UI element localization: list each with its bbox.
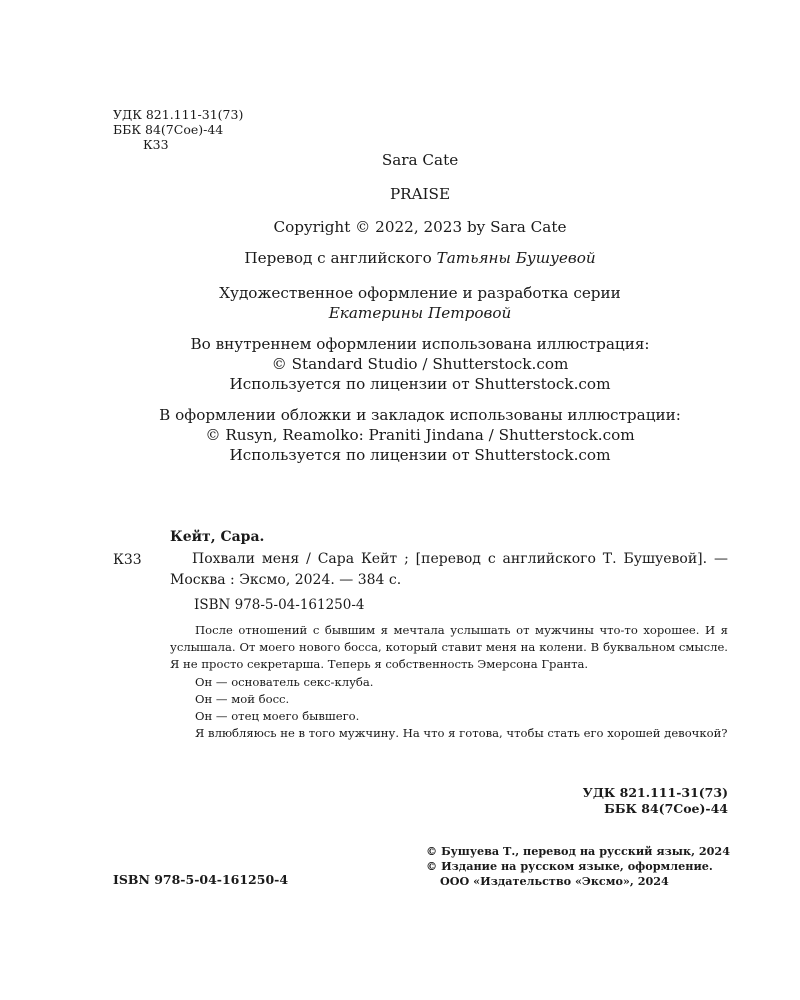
card-isbn: ISBN 978-5-04-161250-4 (194, 597, 365, 613)
annotation-paragraph: После отношений с бывшим я мечтала услышать от мужчины что-то хорошее. И я услышала. От моего нового босса, который ставит меня на колени. В буквальном смысле. Я не просто секретарша. Теперь я собственность Эмерсона Гранта. (170, 623, 728, 672)
cover-illustration-line1: В оформлении обложки и закладок использованы иллюстрации: (159, 406, 681, 424)
inner-illustration-line2: © Standard Studio / Shutterstock.com (271, 355, 569, 373)
bottom-udc: УДК 821.111-31(73) (582, 785, 728, 800)
original-author: Sara Cate (381, 151, 459, 169)
inner-illustration-credit (110, 334, 730, 394)
card-entry: Похвали меня / Сара Кейт ; [перевод с английского Т. Бушуевой]. — Москва : Эксмо, 2024. — 384 с. (170, 551, 728, 588)
publisher-copyright: ООО «Издательство «Эксмо», 2024 (440, 874, 669, 888)
design-credit (110, 283, 730, 323)
card-code: К33 (113, 552, 142, 568)
translation-prefix: Перевод с английского (244, 249, 437, 267)
annotation-paragraph: Он — отец моего бывшего. (195, 709, 360, 724)
annotation-paragraph: Он — основатель секс-клуба. (195, 674, 374, 689)
inner-illustration-line1: Во внутреннем оформлении использована иллюстрация: (190, 335, 650, 353)
translation-credit (110, 249, 730, 267)
annotation-paragraph: Я влюбляюсь не в того мужчину. На что я готова, чтобы стать его хорошей девочкой? (195, 726, 728, 741)
udc-code: УДК 821.111-31(73) (113, 107, 244, 122)
annotation-paragraph: Он — мой босс. (195, 691, 290, 706)
annotation (170, 622, 728, 742)
inner-illustration-line3: Используется по лицензии от Shutterstock.com (229, 375, 611, 393)
designer-name: Екатерины Петровой (328, 304, 512, 322)
cover-illustration-credit (110, 405, 730, 465)
copyright-edition: © Издание на русском языке, оформление. (426, 859, 713, 873)
author-mark: К33 (143, 137, 169, 152)
design-line: Художественное оформление и разработка серии (219, 284, 621, 302)
bottom-bbk: ББК 84(7Сое)-44 (604, 801, 728, 816)
bottom-classification (583, 785, 728, 817)
copyright-line: Copyright © 2022, 2023 by Sara Cate (273, 218, 567, 236)
translator-name: Татьяны Бушуевой (436, 249, 596, 267)
classification-codes (113, 107, 243, 152)
bbk-code: ББК 84(7Сое)-44 (113, 122, 224, 137)
copyright-translation: © Бушуева Т., перевод на русский язык, 2024 (426, 844, 731, 858)
cover-illustration-line3: Используется по лицензии от Shutterstock.com (229, 446, 611, 464)
card-author-heading: Кейт, Сара. (170, 529, 265, 545)
bottom-isbn: ISBN 978-5-04-161250-4 (113, 872, 289, 887)
cover-illustration-line2: © Rusyn, Reamolko: Praniti Jindana / Shutterstock.com (205, 426, 635, 444)
original-title: PRAISE (389, 185, 451, 203)
copyright-notices (426, 844, 730, 889)
